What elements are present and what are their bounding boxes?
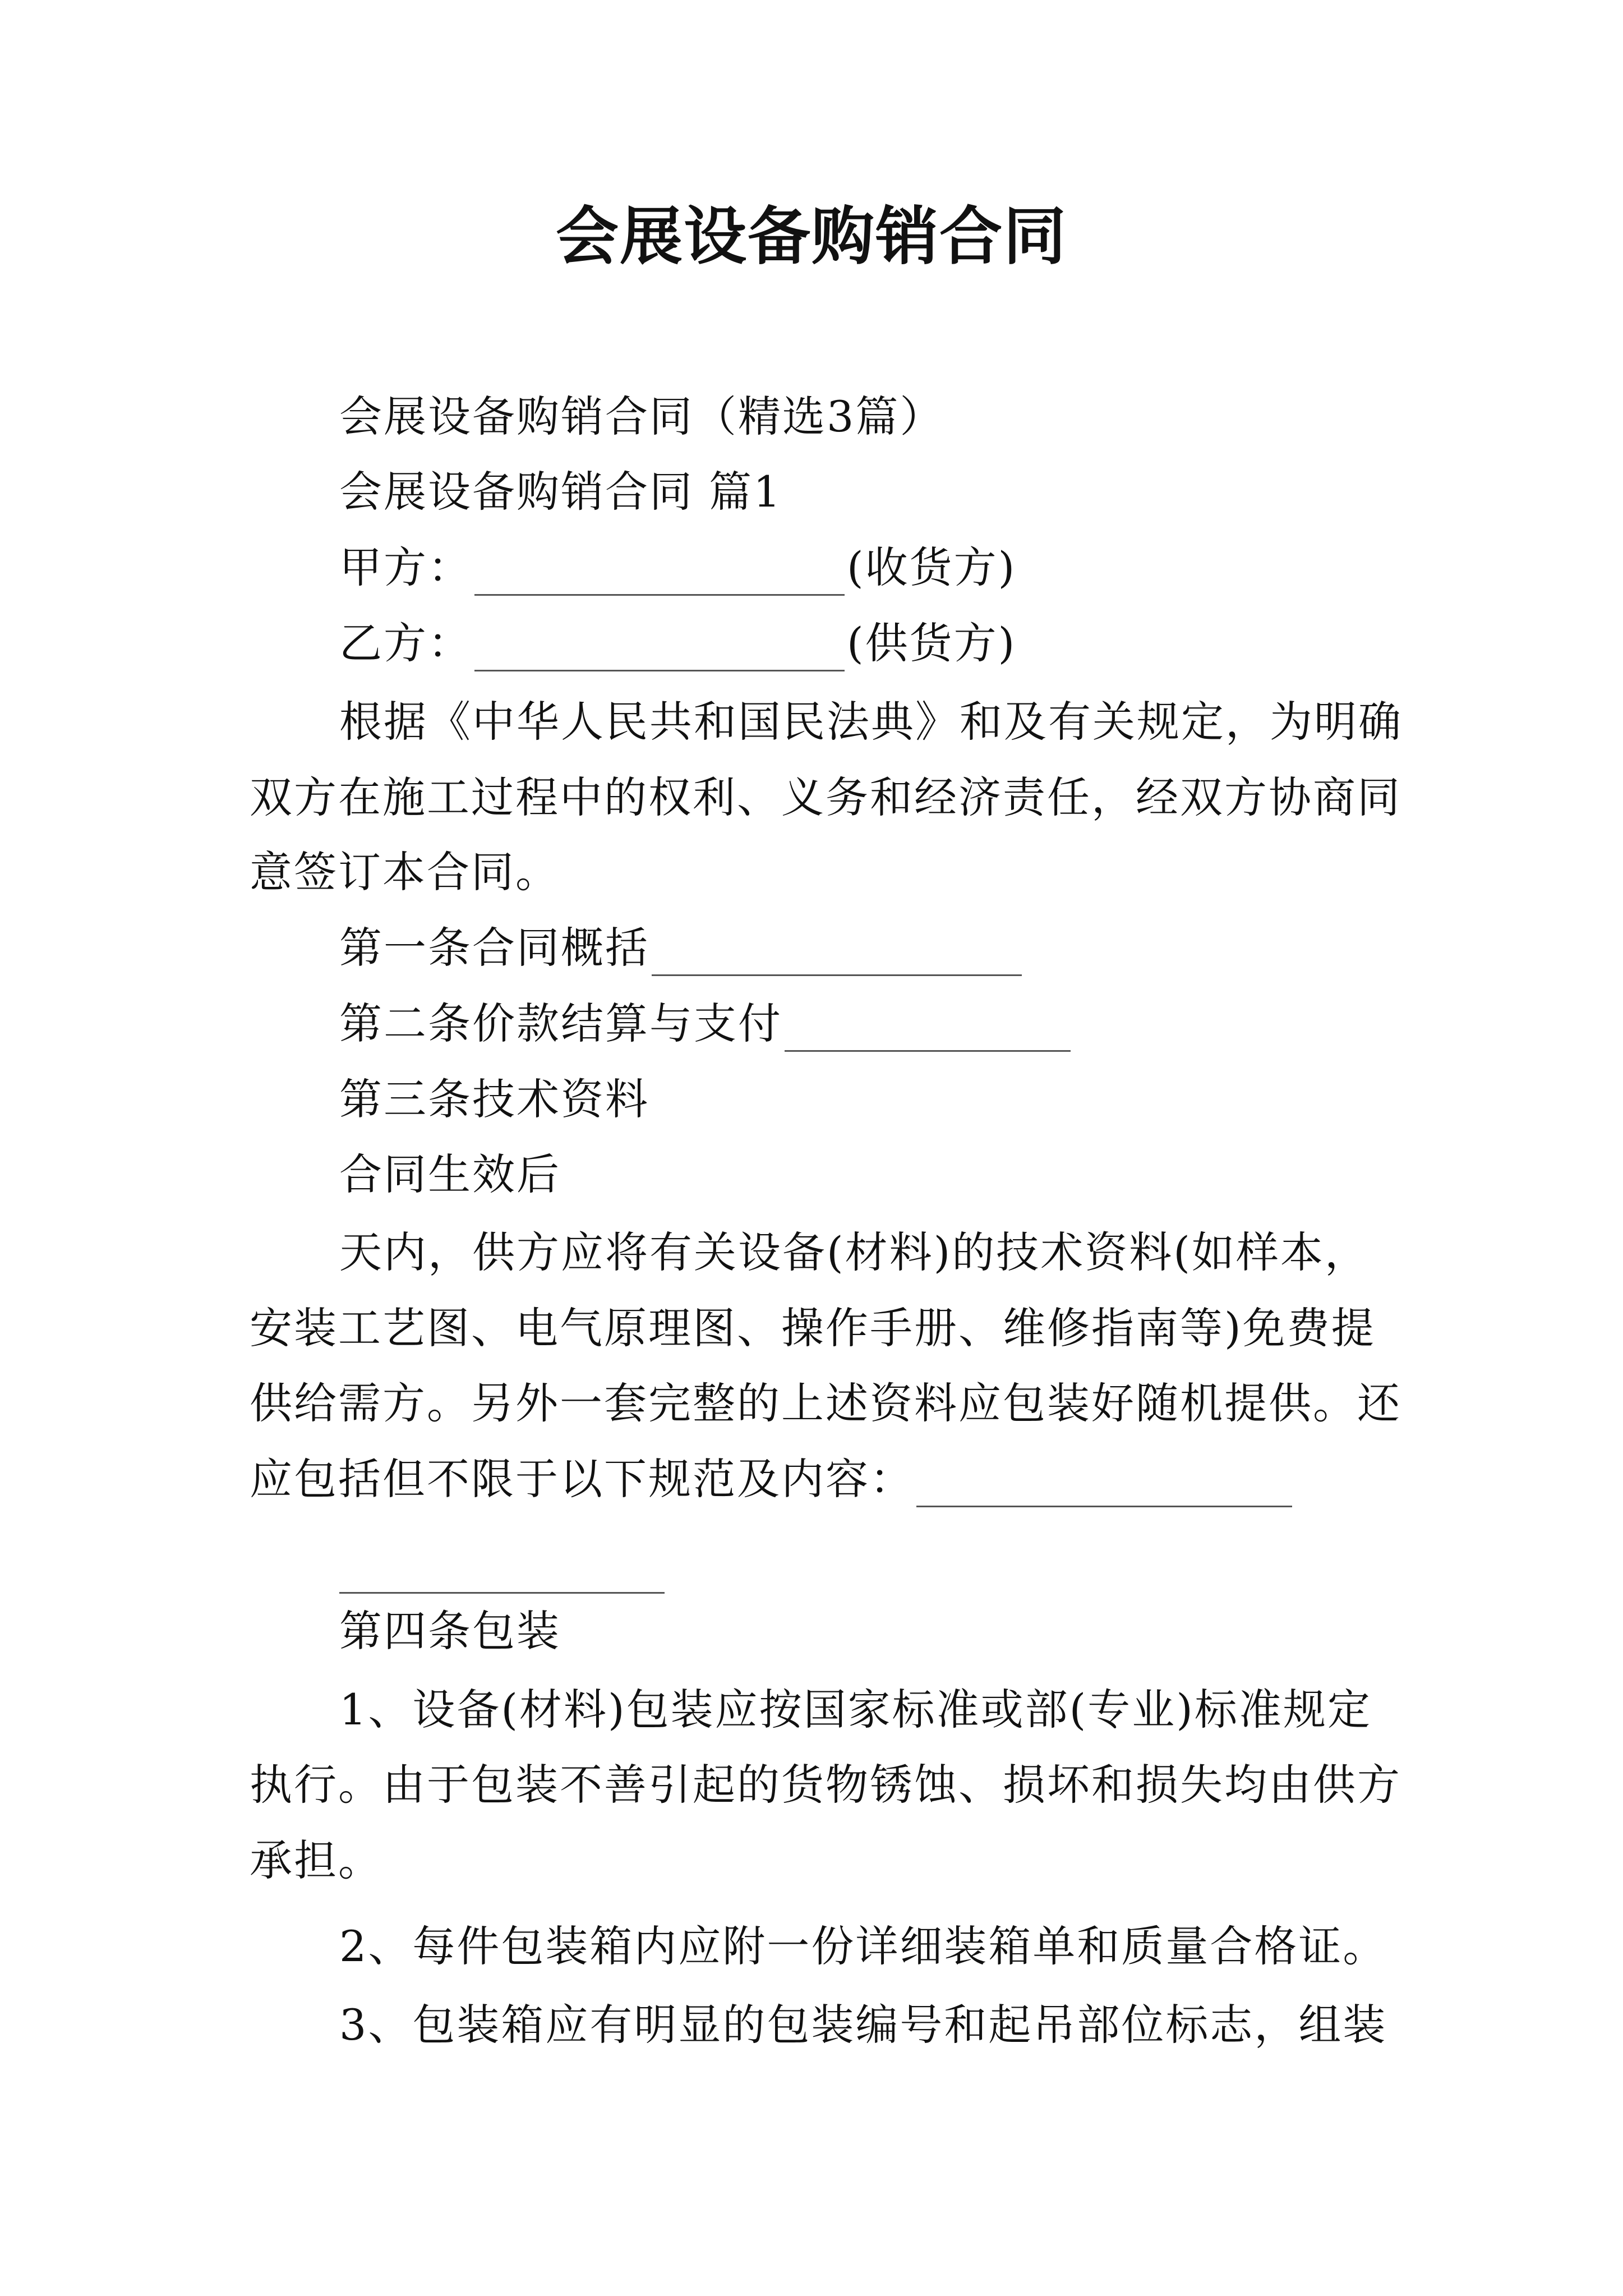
party-b-line <box>339 615 1016 671</box>
party-a-role: (收货方) <box>847 542 1017 592</box>
party-a-line <box>339 540 1016 596</box>
intro-line-2: 双方在施工过程中的权利、义务和经济责任，经双方协商同 <box>250 772 1401 822</box>
article-3-subheading: 合同生效后 <box>339 1149 561 1199</box>
piece-heading: 会展设备购销合同 篇1 <box>339 467 782 517</box>
article-3-heading: 第三条技术资料 <box>339 1074 649 1124</box>
article-1-heading: 第一条合同概括 <box>339 923 649 973</box>
clause-3-line-1: 3、包装箱应有明显的包装编号和起吊部位标志，组装 <box>339 2000 1387 2050</box>
clause-1-line-1: 1、设备(材料)包装应按国家标准或部(专业)标准规定 <box>339 1685 1372 1734</box>
article-3-tail-blank <box>916 1461 1292 1507</box>
clause-2: 2、每件包装箱内应附一份详细装箱单和质量合格证。 <box>339 1921 1387 1971</box>
article-3-body-4-line <box>250 1451 1294 1507</box>
party-a-label: 甲方： <box>339 542 472 592</box>
standalone-blank-line <box>339 1592 665 1594</box>
subtitle: 会展设备购销合同（精选3篇） <box>339 392 944 441</box>
clause-1-line-2: 执行。由于包装不善引起的货物锈蚀、损坏和损失均由供方 <box>250 1760 1401 1810</box>
article-2-heading: 第二条价款结算与支付 <box>339 999 782 1048</box>
party-b-blank <box>474 625 845 671</box>
intro-line-3: 意签订本合同。 <box>250 847 560 897</box>
article-2-blank <box>785 1005 1071 1052</box>
article-3-body-1: 天内，供方应将有关设备(材料)的技术资料(如样本， <box>339 1227 1369 1277</box>
article-2-line <box>339 996 1073 1052</box>
party-b-role: (供货方) <box>847 618 1017 668</box>
document-title: 会展设备购销合同 <box>556 200 1067 273</box>
article-1-blank <box>652 930 1022 976</box>
article-4-heading: 第四条包装 <box>339 1606 561 1656</box>
article-3-body-4: 应包括但不限于以下规范及内容： <box>250 1454 914 1504</box>
article-3-body-3: 供给需方。另外一套完整的上述资料应包装好随机提供。还 <box>250 1378 1401 1428</box>
intro-line-1: 根据《中华人民共和国民法典》和及有关规定，为明确 <box>339 697 1403 747</box>
clause-1-line-3: 承担。 <box>250 1835 382 1885</box>
article-3-body-2: 安装工艺图、电气原理图、操作手册、维修指南等)免费提 <box>250 1303 1376 1353</box>
article-1-line <box>339 920 1024 976</box>
party-a-blank <box>474 549 845 596</box>
party-b-label: 乙方： <box>339 618 472 668</box>
